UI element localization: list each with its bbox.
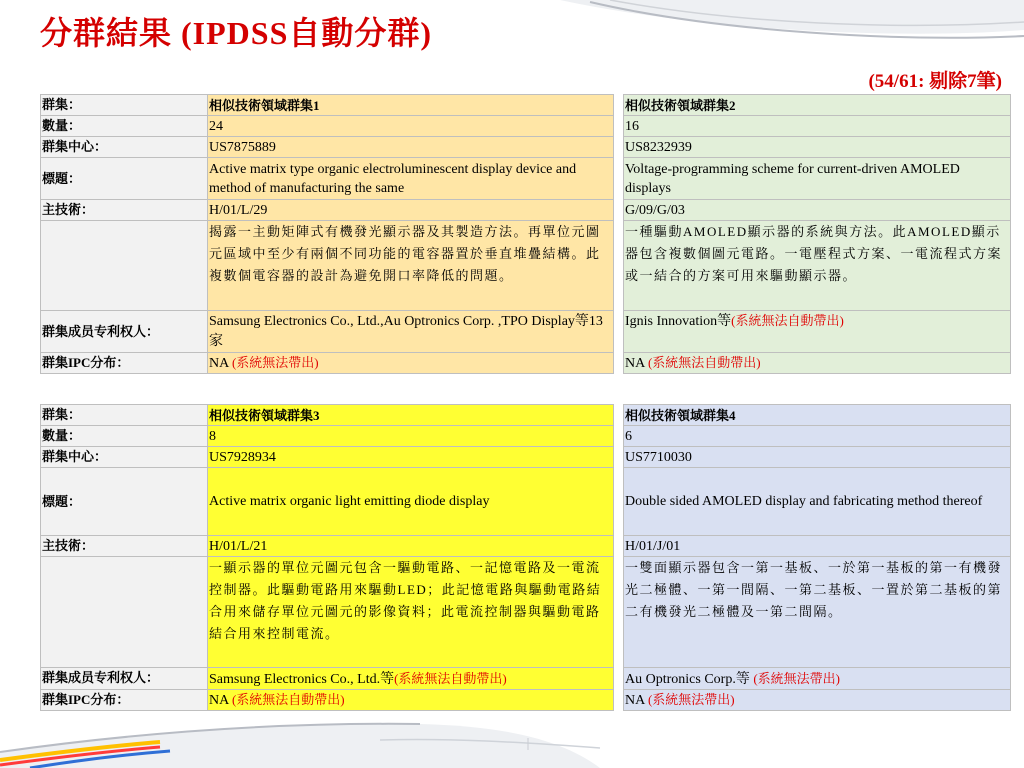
slide-subtitle: (54/61: 剔除7筆) [868,71,1002,92]
column-gap [614,95,624,116]
table-row [41,116,1011,137]
table-row [41,468,1011,536]
cluster-4-members [624,668,1011,690]
cluster-table-bottom [40,404,1011,711]
slide-title: 分群結果 (IPDSS自動分群) [40,15,433,51]
column-gap [614,116,624,137]
column-gap [614,668,624,690]
cluster-3-members [208,668,614,690]
cluster-1-count: 24 [208,116,614,137]
cluster-2-members [624,311,1011,353]
cluster-1-center: US7875889 [208,137,614,158]
members-text: Ignis Innovation等 [625,314,732,329]
cluster-4-name: 相似技術領域群集4 [624,405,1011,426]
cluster-1-members [208,311,614,353]
cluster-2-center: US8232939 [624,137,1011,158]
ipc-note: (系統無法帶出) [647,692,735,707]
cluster-3-center: US7928934 [208,447,614,468]
row-label-ipc: 群集IPC分布： [41,353,208,374]
members-text: Samsung Electronics Co., Ltd.,Au Optronics Corp. ,TPO Display等13家 [209,314,603,349]
table-row [41,311,1011,353]
row-label-group: 群集： [41,95,208,116]
cluster-1-ipc [208,353,614,374]
cluster-2-ipc [624,353,1011,374]
row-label-main-tech: 主技術： [41,200,208,221]
cluster-4-center: US7710030 [624,447,1011,468]
column-gap [614,557,624,668]
column-gap [614,158,624,200]
table-row [41,158,1011,200]
row-label-heading: 標題： [41,468,208,536]
row-label-group: 群集： [41,405,208,426]
cluster-3-name: 相似技術領域群集3 [208,405,614,426]
cluster-1-main-tech: H/01/L/29 [208,200,614,221]
cluster-1-name: 相似技術領域群集1 [208,95,614,116]
table-row [41,426,1011,447]
ipc-text: NA [625,693,645,708]
table-row [41,221,1011,311]
ipc-note: (系統無法自動帶出) [647,355,761,370]
ipc-note: (系統無法帶出) [231,355,319,370]
cluster-1-summary: 揭露一主動矩陣式有機發光顯示器及其製造方法。再單位元圖元區域中至少有兩個不同功能的電容器置於垂直堆疊結構。此複數個電容器的設計為避免開口率降低的問題。 [208,221,614,311]
row-label-members: 群集成员专利权人： [41,311,208,353]
table-row [41,137,1011,158]
members-note: (系統無法帶出) [753,670,840,686]
cluster-4-title: Double sided AMOLED display and fabricating method thereof [624,468,1011,536]
row-label-ipc: 群集IPC分布： [41,690,208,711]
ipc-text: NA [625,356,645,371]
row-label-main-tech: 主技術： [41,536,208,557]
cluster-3-summary: 一顯示器的單位元圖元包含一驅動電路、一記憶電路及一電流控制器。此驅動電路用來驅動LED；此記憶電路與驅動電路結合用來儲存單位元圖元的影像資料；此電流控制器與驅動電路結合用來控制電流。 [208,557,614,668]
ipc-text: NA [209,693,229,708]
table-row [41,668,1011,690]
column-gap [614,426,624,447]
cluster-2-count: 16 [624,116,1011,137]
ipc-text: NA [209,356,229,371]
row-label-heading: 標題： [41,158,208,200]
row-label-summary [41,221,208,311]
ipc-note: (系統無法自動帶出) [231,692,345,707]
row-label-summary [41,557,208,668]
cluster-2-main-tech: G/09/G/03 [624,200,1011,221]
cluster-2-name: 相似技術領域群集2 [624,95,1011,116]
table-row [41,536,1011,557]
column-gap [614,536,624,557]
cluster-3-title: Active matrix organic light emitting diode display [208,468,614,536]
cluster-4-count: 6 [624,426,1011,447]
table-row [41,690,1011,711]
cluster-1-title: Active matrix type organic electroluminescent display device and method of manufacturing the same [208,158,614,200]
column-gap [614,690,624,711]
column-gap [614,221,624,311]
column-gap [614,353,624,374]
table-row [41,200,1011,221]
cluster-3-count: 8 [208,426,614,447]
members-text: Au Optronics Corp.等 [625,671,750,687]
column-gap [614,468,624,536]
table-row [41,447,1011,468]
members-note: (系統無法自動帶出) [394,670,507,686]
cluster-4-summary: 一雙面顯示器包含一第一基板、一於第一基板的第一有機發光二極體、一第一間隔、一第二基板、一置於第二基板的第二有機發光二極體及一第二間隔。 [624,557,1011,668]
row-label-members: 群集成员专利权人： [41,668,208,690]
members-text: Samsung Electronics Co., Ltd.等 [209,671,395,687]
column-gap [614,311,624,353]
column-gap [614,447,624,468]
table-row [41,405,1011,426]
row-label-count: 數量： [41,426,208,447]
row-label-count: 數量： [41,116,208,137]
table-row [41,353,1011,374]
cluster-4-main-tech: H/01/J/01 [624,536,1011,557]
cluster-4-ipc [624,690,1011,711]
table-row [41,95,1011,116]
column-gap [614,137,624,158]
cluster-table-top [40,94,1011,374]
column-gap [614,405,624,426]
table-row [41,557,1011,668]
cluster-2-summary: 一種驅動AMOLED顯示器的系統與方法。此AMOLED顯示器包含複數個圖元電路。一電壓程式方案、一電流程式方案或一結合的方案可用來驅動顯示器。 [624,221,1011,311]
row-label-center: 群集中心： [41,447,208,468]
cluster-2-title: Voltage-programming scheme for current-driven AMOLED displays [624,158,1011,200]
members-note: (系統無法自動帶出) [731,313,844,328]
cluster-3-ipc [208,690,614,711]
row-label-center: 群集中心： [41,137,208,158]
column-gap [614,200,624,221]
cluster-3-main-tech: H/01/L/21 [208,536,614,557]
